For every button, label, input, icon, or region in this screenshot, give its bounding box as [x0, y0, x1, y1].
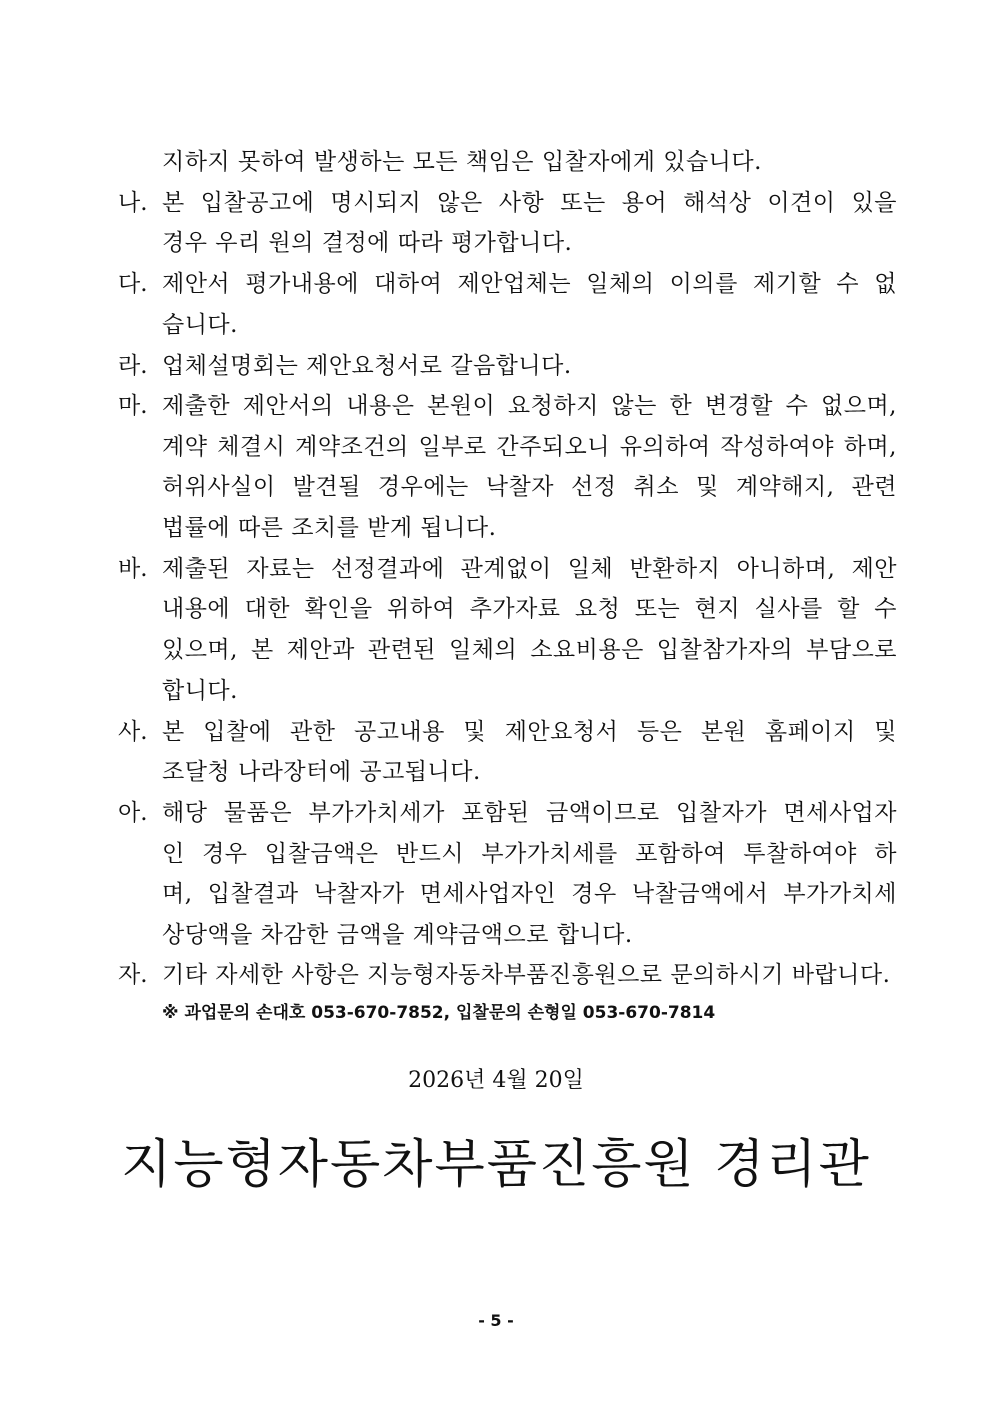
item-line: 계약 체결시 계약조건의 일부로 간주되오니 유의하여 작성하여야 하며,	[162, 434, 897, 460]
item-marker: 아.	[118, 800, 148, 826]
item-line: 경우 우리 원의 결정에 따라 평가합니다.	[162, 230, 573, 256]
item-line: 본 입찰에 관한 공고내용 및 제안요청서 등은 본원 홈페이지 및	[162, 719, 897, 745]
item-marker: 사.	[118, 719, 148, 745]
item-marker: 자.	[118, 962, 148, 988]
item-line: 제안서 평가내용에 대하여 제안업체는 일체의 이의를 제기할 수 없	[162, 271, 897, 297]
item-line: 지하지 못하여 발생하는 모든 책임은 입찰자에게 있습니다.	[162, 149, 762, 175]
page-number: - 5 -	[478, 1311, 514, 1330]
item-line: 본 입찰공고에 명시되지 않은 사항 또는 용어 해석상 이견이 있을	[162, 190, 897, 216]
item-marker: 나.	[118, 190, 148, 216]
item-marker: 바.	[118, 556, 148, 582]
item-marker: 마.	[118, 393, 148, 419]
issue-date: 2026년 4월 20일	[408, 1068, 584, 1093]
item-line: 있으며, 본 제안과 관련된 일체의 소요비용은 입찰참가자의 부담으로	[162, 637, 897, 663]
contact-note: ※ 과업문의 손대호 053-670-7852, 입찰문의 손형일 053-670-7814	[162, 1003, 716, 1023]
item-line: 상당액을 차감한 금액을 계약금액으로 합니다.	[162, 922, 633, 948]
item-marker: 다.	[118, 271, 148, 297]
item-line: 인 경우 입찰금액은 반드시 부가가치세를 포함하여 투찰하여야 하	[162, 841, 897, 867]
item-line: 합니다.	[162, 678, 238, 704]
item-line: 법률에 따른 조치를 받게 됩니다.	[162, 515, 497, 541]
item-line: 내용에 대한 확인을 위하여 추가자료 요청 또는 현지 실사를 할 수	[162, 596, 897, 622]
item-line: 며, 입찰결과 낙찰자가 면세사업자인 경우 낙찰금액에서 부가가치세	[162, 881, 897, 907]
item-line: 습니다.	[162, 312, 238, 338]
signer-title: 지능형자동차부품진흥원 경리관	[121, 1135, 871, 1195]
item-line: 기타 자세한 사항은 지능형자동차부품진흥원으로 문의하시기 바랍니다.	[162, 962, 891, 988]
item-line: 해당 물품은 부가가치세가 포함된 금액이므로 입찰자가 면세사업자	[162, 800, 897, 826]
item-line: 허위사실이 발견될 경우에는 낙찰자 선정 취소 및 계약해지, 관련	[162, 474, 897, 500]
item-line: 제출한 제안서의 내용은 본원이 요청하지 않는 한 변경할 수 없으며,	[162, 393, 897, 419]
item-line: 업체설명회는 제안요청서로 갈음합니다.	[162, 353, 572, 379]
item-line: 제출된 자료는 선정결과에 관계없이 일체 반환하지 아니하며, 제안	[162, 556, 897, 582]
item-marker: 라.	[118, 353, 148, 379]
item-line: 조달청 나라장터에 공고됩니다.	[162, 759, 481, 785]
